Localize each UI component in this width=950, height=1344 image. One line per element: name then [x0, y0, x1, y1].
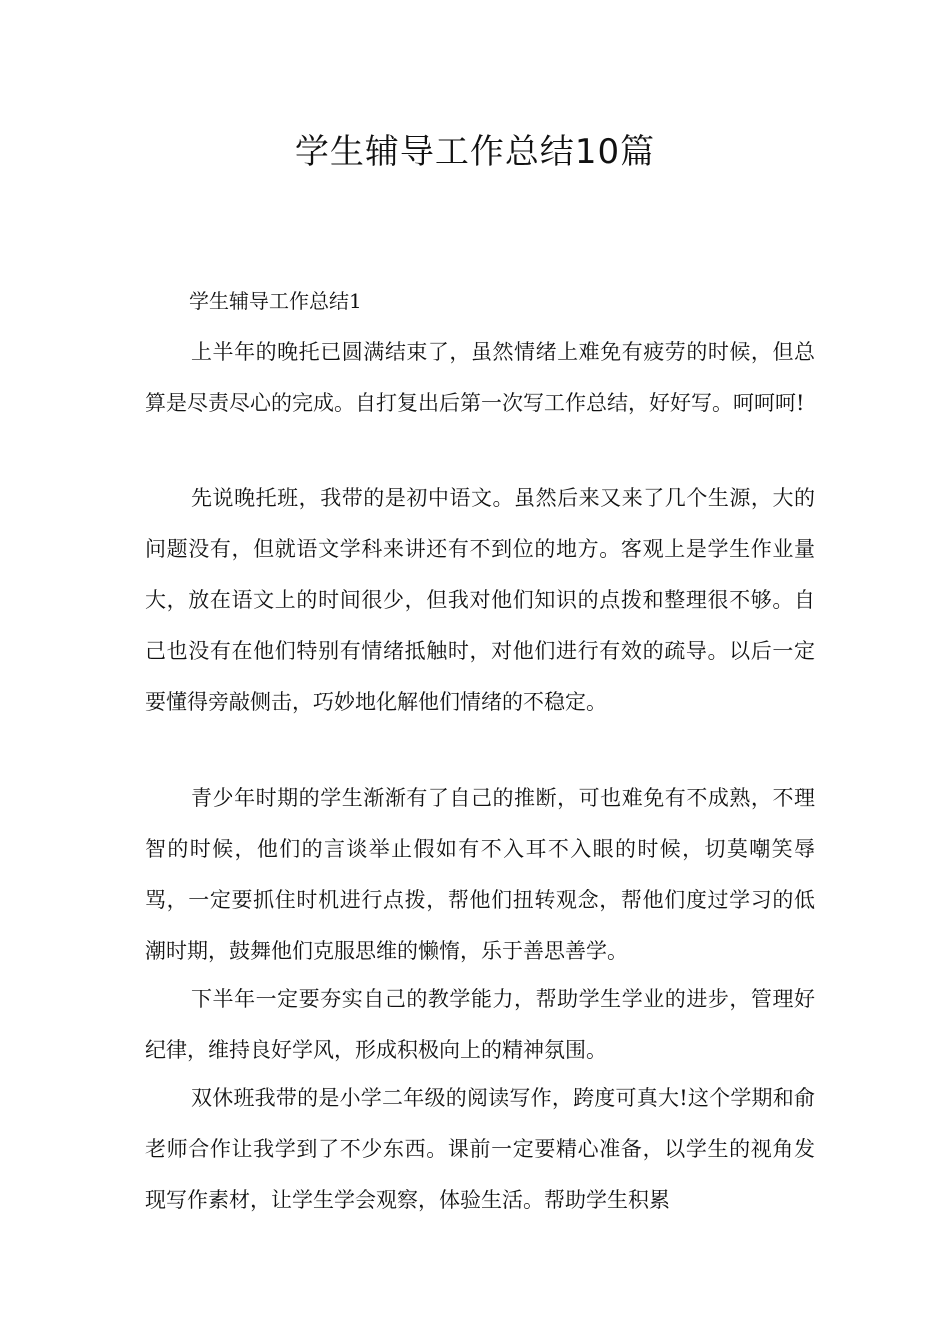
section-heading: 学生辅导工作总结1 — [189, 289, 362, 313]
paragraph-1: 上半年的晚托已圆满结束了，虽然情绪上难免有疲劳的时候，但总算是尽责尽心的完成。自打复出后第一次写工作总结，好好写。呵呵呵! — [145, 340, 815, 415]
paragraph-4: 下半年一定要夯实自己的教学能力，帮助学生学业的进步，管理好纪律，维持良好学风，形成积极向上的精神氛围。 — [145, 987, 815, 1062]
paragraph-3: 青少年时期的学生渐渐有了自己的推断，可也难免有不成熟，不理智的时候，他们的言谈举止假如有不入耳不入眼的时候，切莫嘲笑辱骂，一定要抓住时机进行点拨，帮他们扭转观念，帮他们度过学习的低潮时期，鼓舞他们克服思维的懒惰，乐于善思善学。 — [145, 786, 815, 963]
document-title: 学生辅导工作总结10篇 — [294, 132, 656, 172]
paragraph-5: 双休班我带的是小学二年级的阅读写作，跨度可真大!这个学期和俞老师合作让我学到了不少东西。课前一定要精心准备，以学生的视角发现写作素材，让学生学会观察，体验生活。帮助学生积累 — [145, 1086, 815, 1212]
paragraph-2: 先说晚托班，我带的是初中语文。虽然后来又来了几个生源，大的问题没有，但就语文学科来讲还有不到位的地方。客观上是学生作业量大，放在语文上的时间很少，但我对他们知识的点拨和整理很不够。自己也没有在他们特别有情绪抵触时，对他们进行有效的疏导。以后一定要懂得旁敲侧击，巧妙地化解他们情绪的不稳定。 — [145, 486, 815, 714]
